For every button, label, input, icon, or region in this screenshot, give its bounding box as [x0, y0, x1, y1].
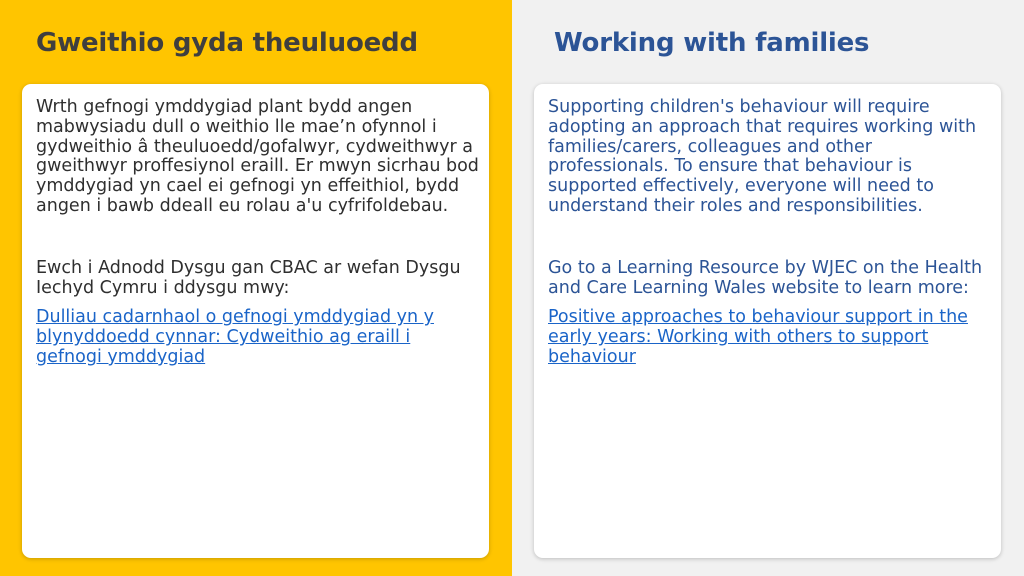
- english-card-body: [548, 98, 991, 368]
- welsh-card-body: [36, 98, 479, 368]
- welsh-card: [22, 84, 489, 558]
- welsh-resource-link[interactable]: Dulliau cadarnhaol o gefnogi ymddygiad yn y blynyddoedd cynnar: Cydweithio ag eraill i gefnogi ymddygiad: [36, 307, 434, 367]
- english-resource-link[interactable]: Positive approaches to behaviour support in the early years: Working with others to support behaviour: [548, 307, 968, 367]
- english-title: Working with families: [554, 28, 870, 58]
- welsh-title: Gweithio gyda theuluoedd: [36, 28, 418, 58]
- english-panel: [512, 0, 1024, 576]
- welsh-paragraph: Wrth gefnogi ymddygiad plant bydd angen mabwysiadu dull o weithio lle mae’n ofynnol i gydweithio â theuluoedd/gofalwyr, cydweithwyr a gweithwyr proffesiynol eraill. Er mwyn sicrhau bod ymddygiad yn cael ei gefnogi yn effeithiol, bydd angen i bawb ddeall eu rolau a'u cyfrifoldebau.: [36, 97, 479, 216]
- english-resource-intro: Go to a Learning Resource by WJEC on the Health and Care Learning Wales website to learn more:: [548, 257, 983, 298]
- english-paragraph: Supporting children's behaviour will require adopting an approach that requires working with families/carers, colleagues and other professionals. To ensure that behaviour is supported effectively, everyone will need to understand their roles and responsibilities.: [548, 97, 977, 216]
- english-card: [534, 84, 1001, 558]
- welsh-resource-intro: Ewch i Adnodd Dysgu gan CBAC ar wefan Dysgu Iechyd Cymru i ddysgu mwy:: [36, 257, 461, 298]
